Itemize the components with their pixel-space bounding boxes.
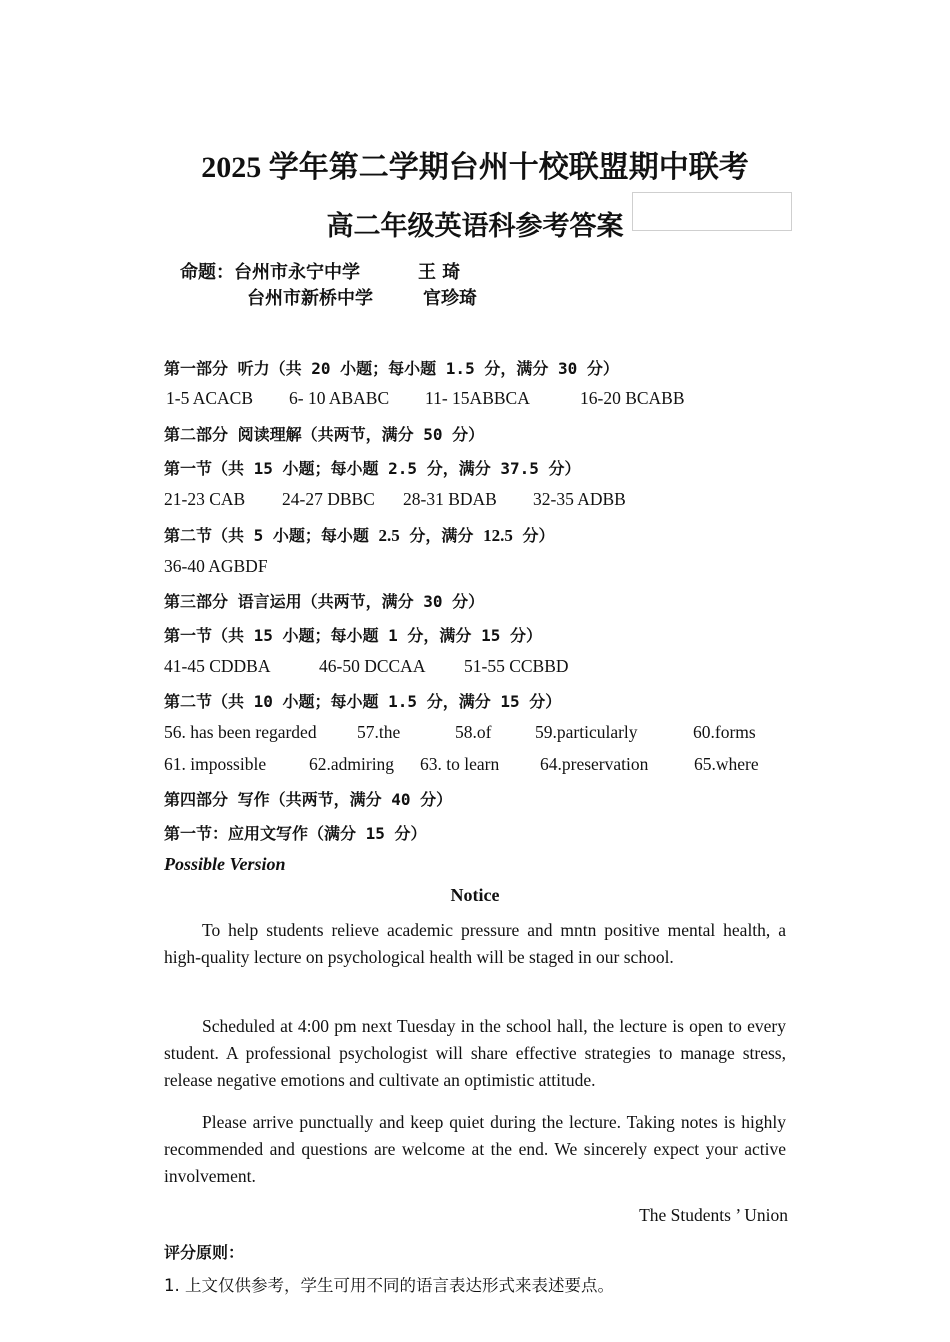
part3-sec2-heading: 第二节（共 10 小题；每小题 1.5 分，满分 15 分） bbox=[164, 692, 562, 711]
notice-paragraph: To help students relieve academic pressure and mntn positive mental health, a high-quality lecture on psychological health will be staged in our school. bbox=[164, 920, 786, 967]
part2-sec2-heading bbox=[164, 523, 554, 546]
notice-signature: The Students ’ Union bbox=[639, 1205, 788, 1225]
heading-text: 分） bbox=[512, 526, 555, 545]
grading-item: 1. 上文仅供参考，学生可用不同的语言表达形式来表述要点。 bbox=[164, 1276, 614, 1295]
answer-item: 63. to learn bbox=[420, 754, 500, 774]
notice-title: Notice bbox=[450, 885, 500, 905]
part4-sec1-heading: 第一节：应用文写作（满分 15 分） bbox=[164, 824, 427, 843]
heading-text: 第二节（共 5 小题；每小题 bbox=[164, 526, 379, 545]
answer-item: 62.admiring bbox=[309, 754, 395, 774]
part1-heading: 第一部分 听力（共 20 小题；每小题 1.5 分，满分 30 分） bbox=[164, 359, 619, 378]
part4-heading: 第四部分 写作（共两节，满分 40 分） bbox=[164, 790, 453, 809]
heading-text: 分，满分 bbox=[399, 526, 484, 545]
answer-item: 65.where bbox=[694, 754, 759, 774]
answer-group: 11- 15ABBCA bbox=[425, 388, 530, 408]
part2-sec1-heading: 第一节（共 15 小题；每小题 2.5 分，满分 37.5 分） bbox=[164, 459, 581, 478]
grading-heading: 评分原则： bbox=[164, 1243, 245, 1262]
author1-name: 王 琦 bbox=[418, 262, 461, 283]
part3-sec1-heading: 第一节（共 15 小题；每小题 1 分，满分 15 分） bbox=[164, 626, 542, 645]
answer-item: 58.of bbox=[455, 722, 492, 742]
answer-group: 21-23 CAB bbox=[164, 489, 246, 509]
answer-item: 64.preservation bbox=[540, 754, 649, 774]
heading-number: 2.5 bbox=[378, 526, 400, 545]
author2-school: 台州市新桥中学 bbox=[247, 288, 373, 309]
author2-name: 官珍琦 bbox=[423, 288, 477, 309]
document-subtitle: 高二年级英语科参考答案 bbox=[326, 211, 624, 241]
notice-paragraph: Scheduled at 4:00 pm next Tuesday in the school hall, the lecture is open to every student. A professional psychologist will share effective strategies to manage stress, release negative emotions and cultivate an optimistic attitude. bbox=[164, 1016, 786, 1090]
part2-heading: 第二部分 阅读理解（共两节，满分 50 分） bbox=[164, 425, 485, 444]
answer-group: 51-55 CCBBD bbox=[464, 656, 569, 676]
answer-group: 41-45 CDDBA bbox=[164, 656, 271, 676]
answer-item: 60.forms bbox=[693, 722, 756, 742]
answer-group: 32-35 ADBB bbox=[533, 489, 626, 509]
answer-item: 57.the bbox=[357, 722, 401, 742]
version-label: Possible Version bbox=[164, 854, 286, 874]
answer-item: 56. has been regarded bbox=[164, 722, 317, 742]
score-box bbox=[632, 192, 792, 231]
answer-item: 59.particularly bbox=[535, 722, 638, 742]
answer-group: 24-27 DBBC bbox=[282, 489, 375, 509]
answer-group: 36-40 AGBDF bbox=[164, 556, 268, 576]
answer-group: 6- 10 ABABC bbox=[289, 388, 390, 408]
document-title: 2025 学年第二学期台州十校联盟期中联考 bbox=[201, 151, 749, 184]
notice-paragraph: Please arrive punctually and keep quiet during the lecture. Taking notes is highly recommended and questions are welcome at the end. We sincerely expect your active involvement. bbox=[164, 1112, 786, 1186]
heading-number: 12.5 bbox=[483, 526, 513, 545]
answer-group: 28-31 BDAB bbox=[403, 489, 497, 509]
answer-group: 46-50 DCCAA bbox=[319, 656, 426, 676]
answer-group: 16-20 BCABB bbox=[580, 388, 685, 408]
answer-item: 61. impossible bbox=[164, 754, 267, 774]
part3-heading: 第三部分 语言运用（共两节，满分 30 分） bbox=[164, 592, 485, 611]
answer-group: 1-5 ACACB bbox=[166, 388, 254, 408]
author-label: 命题：台州市永宁中学 bbox=[180, 262, 360, 283]
